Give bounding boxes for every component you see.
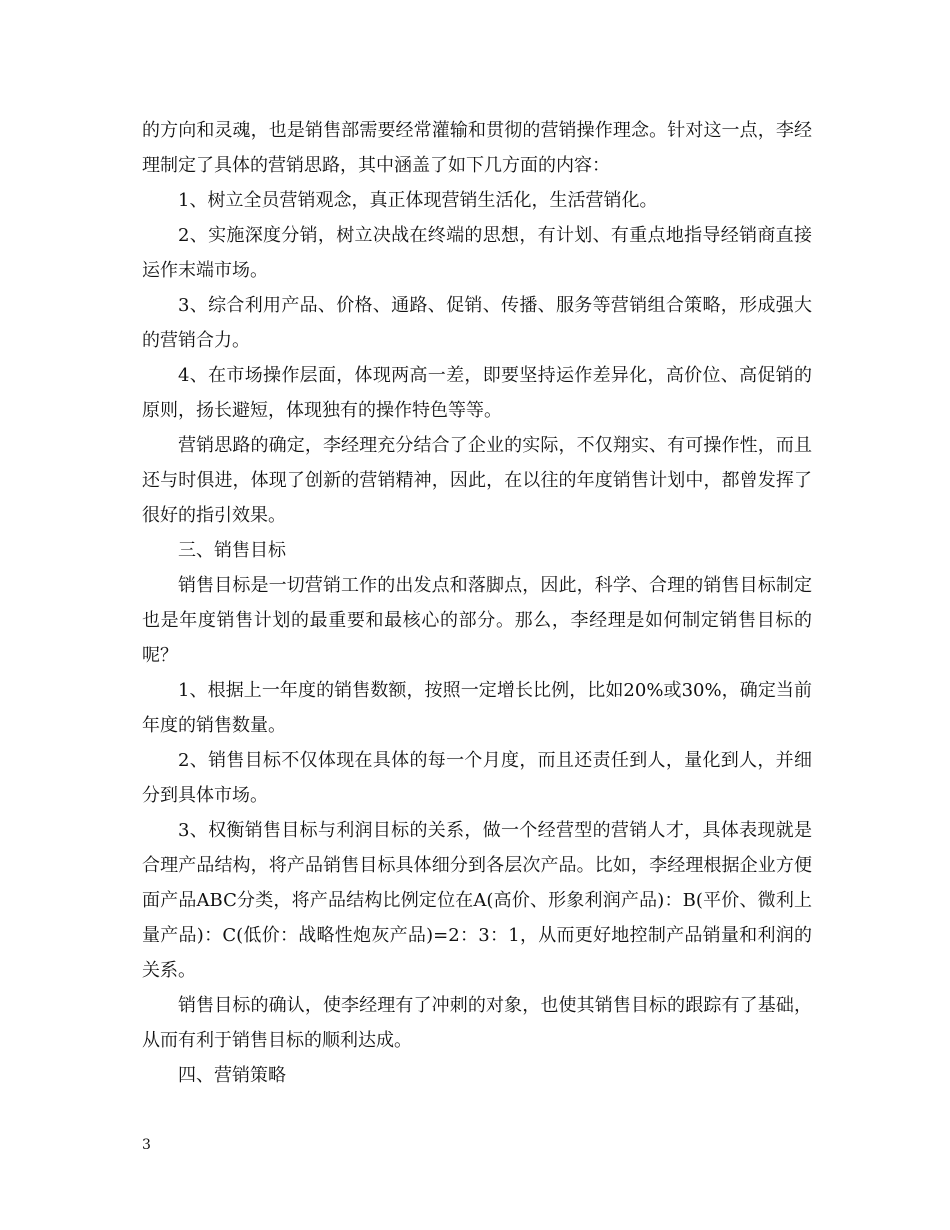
list-item-1-growth-ratio: 1、根据上一年度的销售数额，按照一定增长比例，比如20%或30%，确定当前年度的销售数量。 xyxy=(142,680,812,736)
body-text xyxy=(142,113,812,1093)
list-item-2-monthly-target: 2、销售目标不仅体现在具体的每一个月度，而且还责任到人，量化到人，并细分到具体市场。 xyxy=(142,750,812,806)
list-item-4-market-operation: 4、在市场操作层面，体现两高一差，即要坚持运作差异化，高价位、高促销的原则，扬长避短，体现独有的操作特色等等。 xyxy=(142,365,812,421)
section-heading-marketing-strategy: 四、营销策略 xyxy=(178,1065,286,1086)
list-item-3-profit-balance: 3、权衡销售目标与利润目标的关系，做一个经营型的营销人才，具体表现就是合理产品结构，将产品销售目标具体细分到各层次产品。比如，李经理根据企业方便面产品ABC分类，将产品结构比例定位在A(高价、形象利润产品)：B(平价、微利上量产品)：C(低价：战略性炮灰产品)=2：3：1，从而更好地控制产品销量和利润的关系。 xyxy=(142,820,812,981)
paragraph-continuation: 的方向和灵魂，也是销售部需要经常灌输和贯彻的营销操作理念。针对这一点，李经理制定了具体的营销思路，其中涵盖了如下几方面的内容： xyxy=(142,120,812,176)
section-heading-sales-target: 三、销售目标 xyxy=(178,540,286,561)
paragraph-target-confirmation: 销售目标的确认，使李经理有了冲刺的对象，也使其销售目标的跟踪有了基础，从而有利于销售目标的顺利达成。 xyxy=(142,995,812,1051)
paragraph-marketing-thinking: 营销思路的确定，李经理充分结合了企业的实际，不仅翔实、有可操作性，而且还与时俱进，体现了创新的营销精神，因此，在以往的年度销售计划中，都曾发挥了很好的指引效果。 xyxy=(142,435,812,526)
paragraph-sales-target-intro: 销售目标是一切营销工作的出发点和落脚点，因此，科学、合理的销售目标制定也是年度销售计划的最重要和最核心的部分。那么，李经理是如何制定销售目标的呢？ xyxy=(142,575,812,666)
list-item-1-whole-staff-marketing: 1、树立全员营销观念，真正体现营销生活化，生活营销化。 xyxy=(178,190,658,211)
page-number: 3 xyxy=(142,1137,151,1153)
list-item-3-marketing-mix: 3、综合利用产品、价格、通路、促销、传播、服务等营销组合策略，形成强大的营销合力。 xyxy=(142,295,812,351)
list-item-2-deep-distribution: 2、实施深度分销，树立决战在终端的思想，有计划、有重点地指导经销商直接运作末端市场。 xyxy=(142,225,812,281)
